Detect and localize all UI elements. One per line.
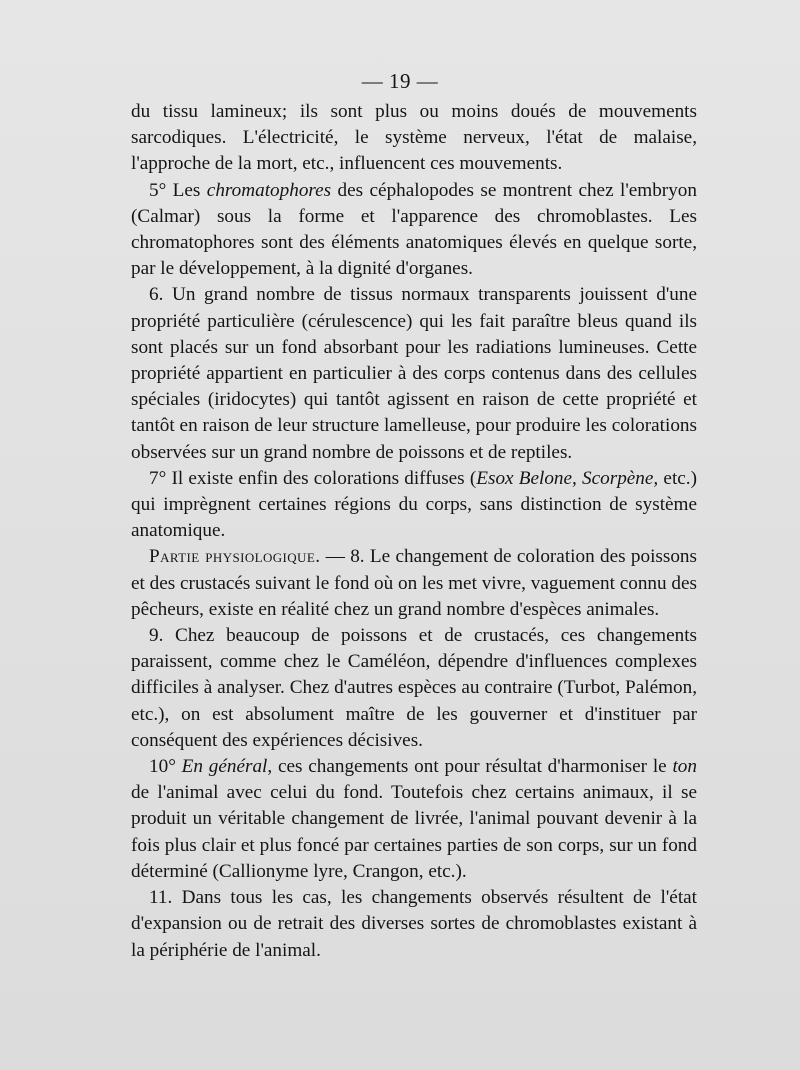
paragraph-text: etc.) qui imprègnent certaines régions du corps, sans distinction de système anatomique. [131,467,697,542]
paragraph-text: des céphalopodes se montrent chez l'embryon (Calmar) sous la forme et l'apparence des chromoblastes. Les chromatophores sont des éléments anatomiques élevés en quelque sorte, par le développement, à la dignité d'organes. [131,179,697,280]
paragraph-text: Chez beaucoup de poissons et de crustacés, ces changements paraissent, comme chez le Caméléon, dépendre d'influences complexes difficiles à analyser. Chez d'autres espèces au contraire (Turbot, Palémon, etc.), on est absolument maître de les gouverner et d'instituer par conséquent des expériences décisives. [131,625,697,751]
paragraph-5 [131,178,697,283]
paragraph-text: , ces changements ont pour résultat d'harmoniser le [267,756,673,778]
paragraph-text: Les [166,179,207,201]
paragraph-11 [131,885,697,964]
paragraph-7 [131,466,697,545]
paragraph-text: de l'animal avec celui du fond. Toutefois chez certains animaux, il se produit un véritable changement de livrée, l'animal pouvant devenir à la fois plus clair et plus foncé par certaines parties de son corps, sur un fond déterminé (Callionyme lyre, Crangon, etc.). [131,782,697,882]
paragraph-number: 6. [149,284,164,306]
italic-term: En général [181,756,268,778]
paragraph-continuation [131,99,697,178]
paragraph-number: 11. [149,887,173,909]
paragraph-6 [131,282,697,465]
italic-term: chromatophores [206,179,332,201]
paragraph-text: du tissu lamineux; ils sont plus ou moins doués de mouvements sarcodiques. L'électricité, le système nerveux, l'état de malaise, l'approche de la mort, etc., influencent ces mouvements. [131,101,697,175]
italic-term: ton [672,756,697,778]
paragraph-10 [131,754,697,885]
paragraph-number: 7° [149,467,167,489]
paragraph-text: Dans tous les cas, les changements observés résultent de l'état d'expansion ou de retrait des diverses sortes de chromoblastes existant à la périphérie de l'animal. [131,887,697,961]
italic-species: Esox Belone, Scorpène, [476,467,659,489]
body-text [131,99,697,964]
paragraph-number: 9. [149,625,164,647]
paragraph-text: Un grand nombre de tissus normaux transparents jouissent d'une propriété particulière (cérulescence) qui les fait paraître bleus quand ils sont placés sur un fond absorbant pour les radiations lumineuses. Cette propriété appartient en particulier à des corps contenus dans des cellules spéciales (iridocytes) qui tantôt agissent en raison de cette propriété et tantôt en raison de leur structure lamelleuse, pour produire les colorations observées sur un grand nombre de poissons et de reptiles. [131,284,697,463]
page-number: — 19 — [361,69,439,93]
paragraph-text: — 8. Le changement de coloration des poissons et des crustacés suivant le fond où on les met vivre, vaguement connu des pêcheurs, existe en réalité chez un grand nombre d'espèces animales. [131,546,697,620]
section-heading: Partie physiologique. [149,546,321,568]
paragraph-9 [131,623,697,754]
paragraph-number: 10° [149,756,176,778]
paragraph-text: Il existe enfin des colorations diffuses ( [166,467,477,489]
paragraph-number: 5° [149,179,167,201]
paragraph-8 [131,544,697,623]
